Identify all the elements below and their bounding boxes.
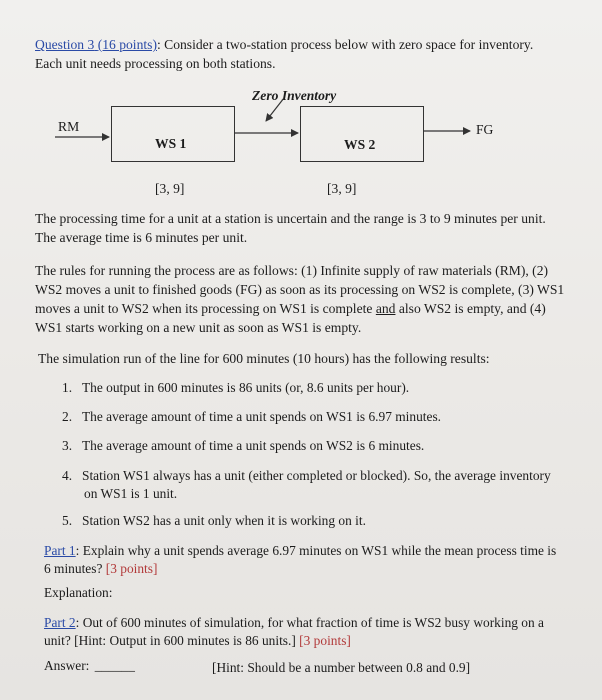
result-text: Station WS2 has a unit only when it is working on it. <box>82 513 366 528</box>
result-text-continued: on WS1 is 1 unit. <box>84 486 178 501</box>
rules-and-underlined: and <box>375 301 396 316</box>
processing-line-2: The average time is 6 minutes per unit. <box>35 230 248 245</box>
diagram-arrows <box>0 0 602 200</box>
result-text: The average amount of time a unit spends on WS1 is 6.97 minutes. <box>82 409 442 424</box>
answer-label: Answer: <box>44 658 90 673</box>
rules-line-4: WS1 starts working on a new unit as soon as WS1 is empty. <box>35 320 362 335</box>
part1-line-1 <box>44 542 556 560</box>
part2-text-2: unit? [Hint: Output in 600 minutes is 86 units.] <box>44 633 300 648</box>
result-item <box>62 379 409 397</box>
fg-label: FG <box>476 122 494 137</box>
rm-label: RM <box>58 119 80 134</box>
result-item <box>62 408 441 426</box>
part2-answer-row <box>44 657 135 675</box>
ws2-range: [3, 9] <box>327 181 357 196</box>
answer-blank[interactable]: ______ <box>94 658 135 673</box>
part2-hint: [Hint: Should be a number between 0.8 and 0.9] <box>212 660 471 675</box>
rules-line-3-a: moves a unit to WS2 when its processing on WS1 is complete <box>35 301 376 316</box>
result-item <box>62 437 424 455</box>
part1-line-2 <box>44 560 157 578</box>
result-text: The average amount of time a unit spends on WS2 is 6 minutes. <box>82 438 425 453</box>
ws1-range: [3, 9] <box>155 181 185 196</box>
part1-points: [3 points] <box>105 561 158 576</box>
rules-line-2: WS2 moves a unit to finished goods (FG) as soon as its processing on WS2 is complete, (3) WS1 <box>35 282 565 297</box>
part2-line-1 <box>44 614 544 632</box>
zero-inventory-pointer <box>266 98 284 121</box>
result-item <box>62 467 551 485</box>
part2-points: [3 points] <box>299 633 351 648</box>
part1-explanation-label: Explanation: <box>44 585 113 600</box>
simulation-intro: The simulation run of the line for 600 minutes (10 hours) has the following results: <box>38 351 490 366</box>
part2-text-1: : Out of 600 minutes of simulation, for what fraction of time is WS2 busy working on a <box>75 615 544 630</box>
result-text: The output in 600 minutes is 86 units (or, 8.6 units per hour). <box>82 380 410 395</box>
zero-inventory-label: Zero Inventory <box>252 88 337 103</box>
part1-label: Part 1 <box>44 543 76 558</box>
result-number: 5. <box>62 513 73 528</box>
question-text: : Consider a two-station process below with zero space for inventory. <box>156 37 534 52</box>
ws1-label: WS 1 <box>155 136 187 151</box>
rules-line-3-b: also WS2 is empty, and (4) <box>395 301 546 316</box>
part1-text-2: 6 minutes? <box>44 561 106 576</box>
result-item <box>62 512 366 530</box>
result-number: 3. <box>62 438 73 453</box>
processing-line-1: The processing time for a unit at a station is uncertain and the range is 3 to 9 minutes per unit. <box>35 211 546 226</box>
part2-line-2 <box>44 632 351 650</box>
part1-text-1: : Explain why a unit spends average 6.97 minutes on WS1 while the mean process time is <box>75 543 557 558</box>
result-number: 4. <box>62 468 73 483</box>
part2-label: Part 2 <box>44 615 76 630</box>
ws2-label: WS 2 <box>344 137 376 152</box>
rules-line-3 <box>35 300 546 318</box>
question-label: Question 3 <box>35 37 95 52</box>
result-text: Station WS1 always has a unit (either completed or blocked). So, the average inventory <box>82 468 551 483</box>
result-number: 1. <box>62 380 73 395</box>
question-line-2: Each unit needs processing on both stations. <box>35 56 276 71</box>
result-number: 2. <box>62 409 73 424</box>
rules-line-1: The rules for running the process are as follows: (1) Infinite supply of raw materials (RM), (2) <box>35 263 549 278</box>
question-points: (16 points) <box>97 37 157 52</box>
